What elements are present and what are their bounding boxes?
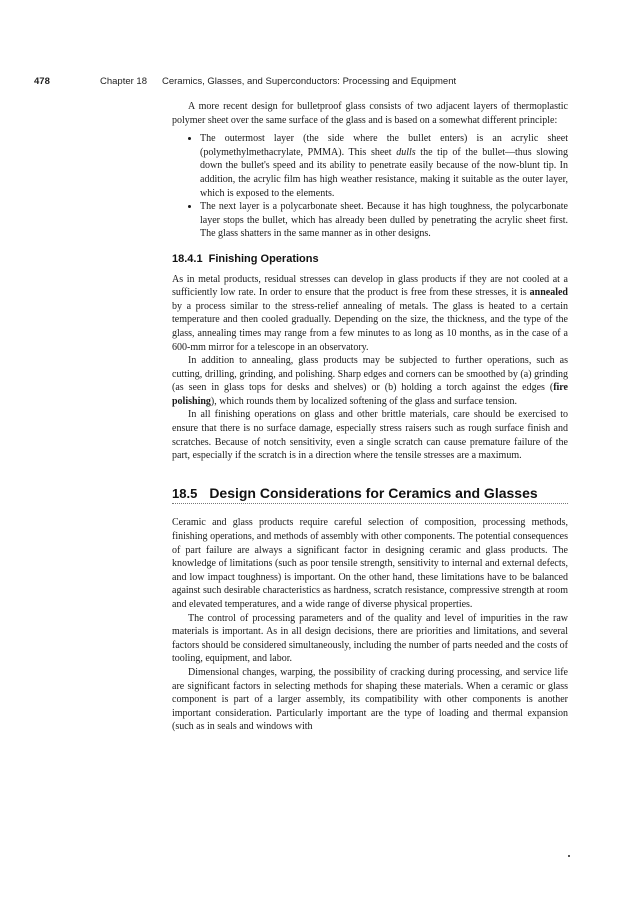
page-number: 478: [34, 76, 50, 87]
bullet-item-polycarbonate: • The next layer is a polycarbonate sheet. Because it has high toughness, the polycarbonate layer stops the bullet, which has already been dulled by penetrating the acrylic sheet first. The glass shatters in the same manner as in other designs.: [200, 200, 568, 241]
subsection-number: 18.4.1: [172, 252, 203, 265]
section-number: 18.5: [172, 485, 198, 501]
chapter-label: Chapter 18: [100, 76, 148, 87]
page-body: [172, 100, 568, 734]
design-paragraph-2: The control of processing parameters and of the quality and level of impurities in the raw materials is important. As in all design decisions, there are priorities and limitations, and several factors should be considered simultaneously, including the number of parts needed and the costs of tooling, equipment, and labor.: [172, 612, 568, 665]
finishing-paragraph-2: In addition to annealing, glass products may be subjected to further operations, such as cutting, drilling, grinding, and polishing. Sharp edges and corners can be smoothed by (a) grinding (as seen in glass tops for desks and shelves) or (b) holding a torch against the edges (fire polishing), which rounds them by localized softening of the glass and surface tension.: [172, 355, 568, 407]
term-fire-polishing: fire polishing: [172, 382, 568, 407]
section-heading: [172, 484, 568, 501]
finishing-paragraph-3: In all finishing operations on glass and other brittle materials, care should be exercised to ensure that there is no surface damage, especially stress raisers such as rough surface finish and scratches. Because of notch sensitivity, even a single scratch can cause premature failure of the part, especially if the scratch is in a direction where the tensile stresses are a maximum.: [172, 409, 568, 462]
section-title: Design Considerations for Ceramics and Glasses: [209, 484, 538, 501]
design-paragraph-1: Ceramic and glass products require careful selection of composition, processing methods, finishing operations, and methods of assembly with other components. The potential consequences of part failure are always a significant factor in designing ceramic and glass products. The knowledge of limitations (such as poor tensile strength, sensitivity to internal and external defects, and low impact toughness) is important. On the other hand, these limitations have to be balanced against such desirable characteristics as hardness, scratch resistance, compressive strength at room and elevated temperatures, and a wide range of diverse physical properties.: [172, 517, 568, 610]
subsection-title: Finishing Operations: [208, 252, 319, 265]
running-header: [34, 76, 594, 87]
emphasis-dulls: dulls: [396, 146, 416, 158]
bullet-item-acrylic: • The outermost layer (the side where the bullet enters) is an acrylic sheet (polymethylmethacrylate, PMMA). This sheet dulls the tip of the bullet—thus slowing down the bullet's speed and its ability to penetrate easily because of the now-blunt tip. In addition, the acrylic film has high weather resistance, making it suitable as the outer layer, which is exposed to the elements.: [200, 132, 568, 200]
subsection-heading: [172, 253, 568, 267]
finishing-paragraph-1: As in metal products, residual stresses can develop in glass products if they are not cooled at a sufficiently low rate. In order to ensure that the product is free from these stresses, it is annealed by a process similar to the stress-relief annealing of metals. The glass is heated to a certain temperature and then cooled gradually. Depending on the size, the thickness, and the type of the glass, annealing times may range from a few minutes to as long as 10 months, as in the case of a 600-mm mirror for a telescope in an observatory.: [172, 273, 568, 353]
design-paragraph-3: Dimensional changes, warping, the possibility of cracking during processing, and service life are significant factors in selecting methods for shaping these materials. When a ceramic or glass component is part of a larger assembly, its compatibility with other components is another important consideration. Particularly important are the type of loading and thermal expansion (such as in seals and windows with: [172, 666, 568, 733]
bullet-list: [172, 132, 568, 241]
section-rule: [172, 503, 568, 504]
intro-paragraph: A more recent design for bulletproof glass consists of two adjacent layers of thermoplastic polymer sheet over the same surface of the glass and is based on a somewhat different principle:: [172, 101, 568, 126]
chapter-title: Ceramics, Glasses, and Superconductors: Processing and Equipment: [162, 76, 457, 87]
term-annealed: annealed: [529, 287, 568, 299]
margin-mark: [568, 855, 570, 857]
